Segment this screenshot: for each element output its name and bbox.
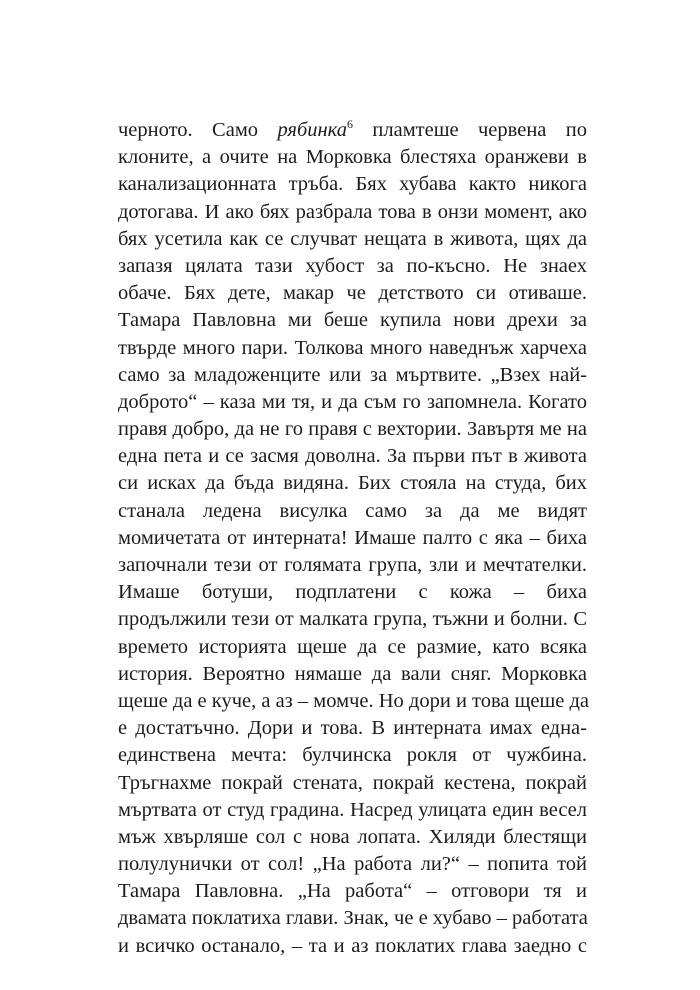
- text-line: история. Вероятно нямаше да вали сняг. Морковка: [118, 662, 587, 685]
- text-line: продължили тези от малката група, тъжни и болни. С: [118, 608, 587, 631]
- text-line: доброто“ – каза ми тя, и да съм го запомнела. Когато: [118, 390, 587, 413]
- body-text: [118, 117, 590, 960]
- text-segment: пламтеше червена по: [353, 119, 587, 141]
- text-line: единствена мечта: булчинска рокля от чужбина.: [118, 744, 587, 767]
- italic-word: рябинка: [277, 119, 348, 141]
- text-line: започнали тези от голямата група, зли и мечтателки.: [118, 554, 587, 576]
- text-line: запазя цялата тази хубост за по-късно. Не знаех: [118, 254, 587, 277]
- text-line: дотогава. И ако бях разбрала това в онзи момент, ако: [118, 200, 587, 223]
- text-line: двамата поклатиха глави. Знак, че е хубаво – работата: [118, 907, 588, 930]
- text-line: мъртвата от студ градина. Насред улицата един весел: [118, 798, 587, 821]
- text-line: [118, 117, 587, 144]
- text-line: станала ледена висулка само за да ме видят: [118, 499, 587, 522]
- text-line: една пета и се засмя доволна. За първи път в живота: [118, 445, 587, 468]
- text-line: е достатъчно. Дори и това. В интерната имах една-: [118, 717, 587, 740]
- text-line: Тамара Павловна. „На работа“ – отговори тя и: [118, 880, 587, 903]
- text-line: твърде много пари. Толкова много наведнъж харчеха: [118, 336, 587, 359]
- text-segment: черното. Само: [118, 119, 278, 141]
- text-line: момичетата от интерната! Имаше палто с яка – биха: [118, 526, 587, 549]
- text-line: клоните, а очите на Морковка блестяха оранжеви в: [118, 146, 587, 169]
- text-line: бях усетила как се случват нещата в живота, щях да: [118, 227, 587, 250]
- text-line: си исках да бъда видяна. Бих стояла на студа, бих: [118, 472, 587, 495]
- text-line: полулунички от сол! „На работа ли?“ – попита той: [118, 853, 587, 876]
- text-line: Имаше ботуши, подплатени с кожа – биха: [118, 581, 587, 604]
- footnote-marker[interactable]: 6: [347, 117, 354, 131]
- text-line: канализационната тръба. Бях хубава както никога: [118, 173, 587, 196]
- text-line: само за младоженците или за мъртвите. „Взех най-: [118, 363, 587, 386]
- text-line: правя добро, да не го правя с вехтории. Завъртя ме на: [118, 418, 587, 441]
- text-line: Тамара Павловна ми беше купила нови дрехи за: [118, 309, 587, 332]
- text-line: мъж хвърляше сол с нова лопата. Хиляди блестящи: [118, 825, 587, 848]
- text-line: и всичко останало, – та и аз поклатих глава заедно с: [118, 934, 587, 957]
- text-line: щеше да е куче, а аз – момче. Но дори и това щеше да: [118, 689, 590, 712]
- text-line: обаче. Бях дете, макар че детството си отиваше.: [118, 282, 587, 305]
- text-line: времето историята щеше да се размие, като всяка: [118, 635, 587, 658]
- text-line: Тръгнахме покрай стената, покрай кестена, покрай: [118, 771, 587, 794]
